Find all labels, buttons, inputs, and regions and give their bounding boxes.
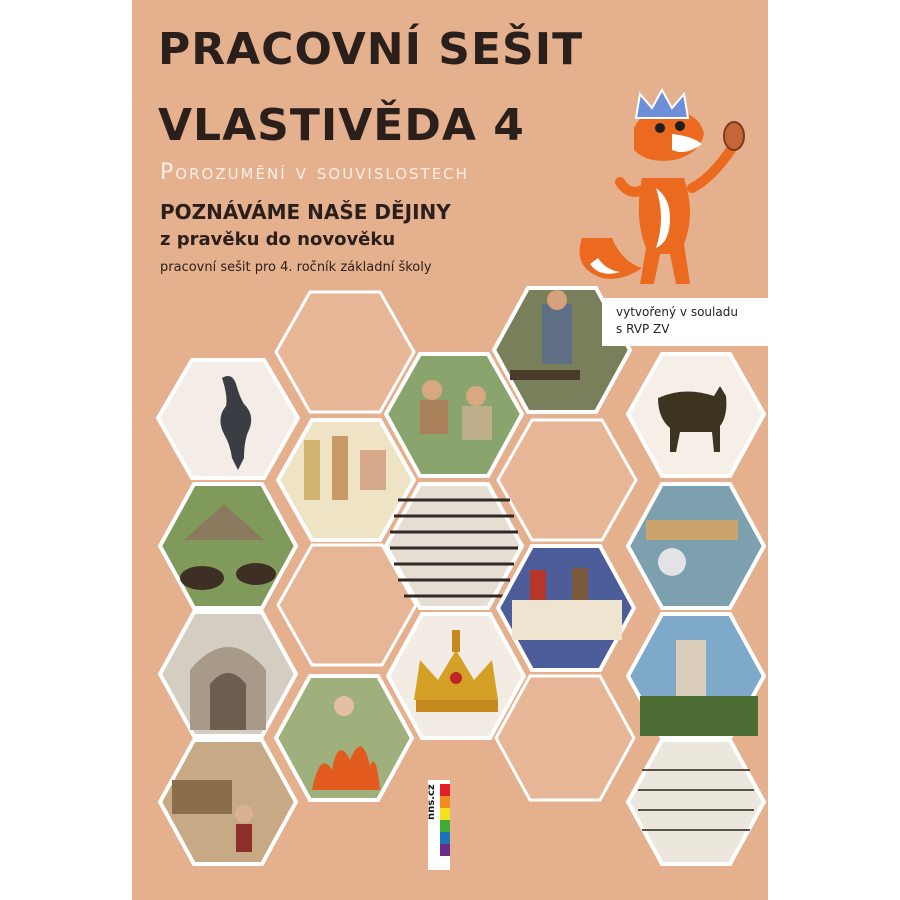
knight-icon xyxy=(628,484,764,608)
people-icon xyxy=(386,354,522,476)
portal-icon xyxy=(160,612,296,736)
cover-heading-2: z pravěku do novověku xyxy=(160,229,396,250)
castle-icon xyxy=(628,614,764,738)
bull-icon xyxy=(628,354,764,476)
manuscript-icon xyxy=(278,420,414,540)
hex-empty xyxy=(276,292,414,412)
hex-empty xyxy=(498,420,636,540)
book-cover xyxy=(132,0,768,900)
cover-title-line-1: PRACOVNÍ SEŠIT xyxy=(158,24,584,75)
rvp-badge-line-2: s RVP ZV xyxy=(616,322,670,336)
hex-empty xyxy=(496,676,634,800)
fox-mascot-icon xyxy=(572,88,762,298)
cover-title-line-2: VLASTIVĚDA 4 xyxy=(158,100,525,151)
hut-icon xyxy=(160,484,296,608)
publisher-name: nns.cz xyxy=(426,784,437,820)
fire-icon xyxy=(276,676,412,800)
cover-subtitle: Porozumění v souvislostech xyxy=(160,160,469,185)
music-icon xyxy=(628,740,764,864)
cover-heading: POZNÁVÁME NAŠE DĚJINY xyxy=(160,200,451,224)
venus-figure-icon xyxy=(158,360,298,478)
crown-icon xyxy=(388,614,524,738)
soldiers-icon xyxy=(160,740,296,864)
kings-icon xyxy=(498,546,634,670)
rvp-badge xyxy=(602,298,768,346)
cover-note: pracovní sešit pro 4. ročník základní školy xyxy=(160,260,432,275)
rvp-badge-line-1: vytvořený v souladu xyxy=(616,305,738,319)
